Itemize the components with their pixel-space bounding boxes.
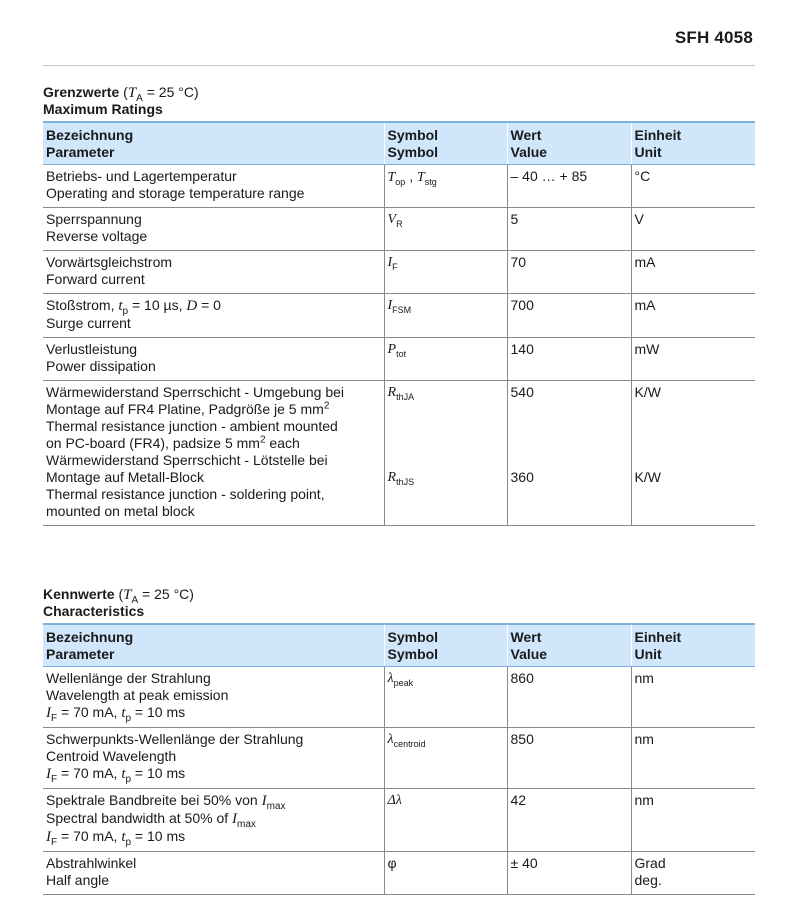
symbol-cell: $\lambda_{centroid}$ — [384, 728, 507, 789]
value-cell: – 40 … + 85 — [507, 165, 631, 208]
unit-cell: nm — [631, 667, 755, 728]
table-row — [43, 338, 755, 381]
product-code: SFH 4058 — [674, 28, 753, 47]
col-header-parameter: Bezeichnung Parameter — [43, 122, 384, 165]
table-row — [43, 789, 755, 852]
table-row — [43, 381, 755, 526]
col-header-unit: Einheit Unit — [631, 624, 755, 667]
parameter-cell: Betriebs- und Lagertemperatur Operating and storage temperature range — [43, 165, 384, 208]
characteristics-section — [43, 586, 755, 895]
document-header — [43, 24, 755, 66]
table-header-row — [43, 624, 755, 667]
unit-cell: nm — [631, 789, 755, 852]
characteristics-title: Kennwerte ($T_A = 25$ °C) Characteristics — [43, 586, 194, 619]
unit-cell: Grad deg. — [631, 852, 755, 895]
col-header-value: Wert Value — [507, 624, 631, 667]
col-header-symbol: Symbol Symbol — [384, 122, 507, 165]
unit-cell: °C — [631, 165, 755, 208]
max-ratings-section — [43, 84, 755, 526]
table-row — [43, 294, 755, 338]
symbol-cell: $P_{tot}$ — [384, 338, 507, 381]
unit-cell: nm — [631, 728, 755, 789]
symbol-cell: $\lambda_{peak}$ — [384, 667, 507, 728]
parameter-cell: Verlustleistung Power dissipation — [43, 338, 384, 381]
symbol-cell: Δλ — [384, 789, 507, 852]
parameter-cell: Wellenlänge der Strahlung Wavelength at peak emission $I_F = 70$ mA, $t_p = 10$ ms — [43, 667, 384, 728]
parameter-cell: Sperrspannung Reverse voltage — [43, 208, 384, 251]
parameter-cell: Abstrahlwinkel Half angle — [43, 852, 384, 895]
parameter-cell: Schwerpunkts-Wellenlänge der Strahlung Centroid Wavelength $I_F = 70$ mA, $t_p = 10$ ms — [43, 728, 384, 789]
characteristics-table — [43, 623, 755, 895]
value-cell: 70 — [507, 251, 631, 294]
parameter-cell: Vorwärtsgleichstrom Forward current — [43, 251, 384, 294]
col-header-unit: Einheit Unit — [631, 122, 755, 165]
symbol-cell: φ — [384, 852, 507, 895]
symbol-cell: $I_F$ — [384, 251, 507, 294]
table-row — [43, 852, 755, 895]
value-cell: 850 — [507, 728, 631, 789]
value-cell: 700 — [507, 294, 631, 338]
unit-cell: mA — [631, 251, 755, 294]
symbol-cell: $T_{op}$ , $T_{stg}$ — [384, 165, 507, 208]
symbol-cell: $V_R$ — [384, 208, 507, 251]
unit-cell: mA — [631, 294, 755, 338]
col-header-symbol: Symbol Symbol — [384, 624, 507, 667]
parameter-cell: Stoßstrom, $t_p = 10$ µs, D = 0 Surge current — [43, 294, 384, 338]
table-header-row — [43, 122, 755, 165]
unit-cell: mW — [631, 338, 755, 381]
col-header-value: Wert Value — [507, 122, 631, 165]
unit-cell: K/W K/W — [631, 381, 755, 526]
table-row — [43, 728, 755, 789]
max-ratings-title: Grenzwerte ($T_A = 25$ °C) Maximum Ratings — [43, 84, 199, 117]
parameter-cell: Wärmewiderstand Sperrschicht - Umgebung bei Montage auf FR4 Platine, Padgröße je 5 $mm^2$ Thermal resistance junction - ambient mounted on PC-board (FR4), padsize 5 $mm^2$ each Wärmewiderstand Sperrschicht - Lötstelle bei Montage auf Metall-Block Thermal resistance junction - soldering point, mounted on metal block — [43, 381, 384, 526]
table-row — [43, 251, 755, 294]
table-row — [43, 208, 755, 251]
max-ratings-table — [43, 121, 755, 526]
value-cell: 42 — [507, 789, 631, 852]
value-cell: ± 40 — [507, 852, 631, 895]
col-header-parameter: Bezeichnung Parameter — [43, 624, 384, 667]
unit-cell: V — [631, 208, 755, 251]
symbol-cell: $I_{FSM}$ — [384, 294, 507, 338]
value-cell: 540 360 — [507, 381, 631, 526]
table-row — [43, 667, 755, 728]
value-cell: 140 — [507, 338, 631, 381]
value-cell: 860 — [507, 667, 631, 728]
symbol-cell: $R_{thJA}$ $R_{thJS}$ — [384, 381, 507, 526]
value-cell: 5 — [507, 208, 631, 251]
table-row — [43, 165, 755, 208]
parameter-cell: Spektrale Bandbreite bei 50% von $I_{max}$ Spectral bandwidth at 50% of $I_{max}$ $I_F = 70$ mA, $t_p = 10$ ms — [43, 789, 384, 852]
